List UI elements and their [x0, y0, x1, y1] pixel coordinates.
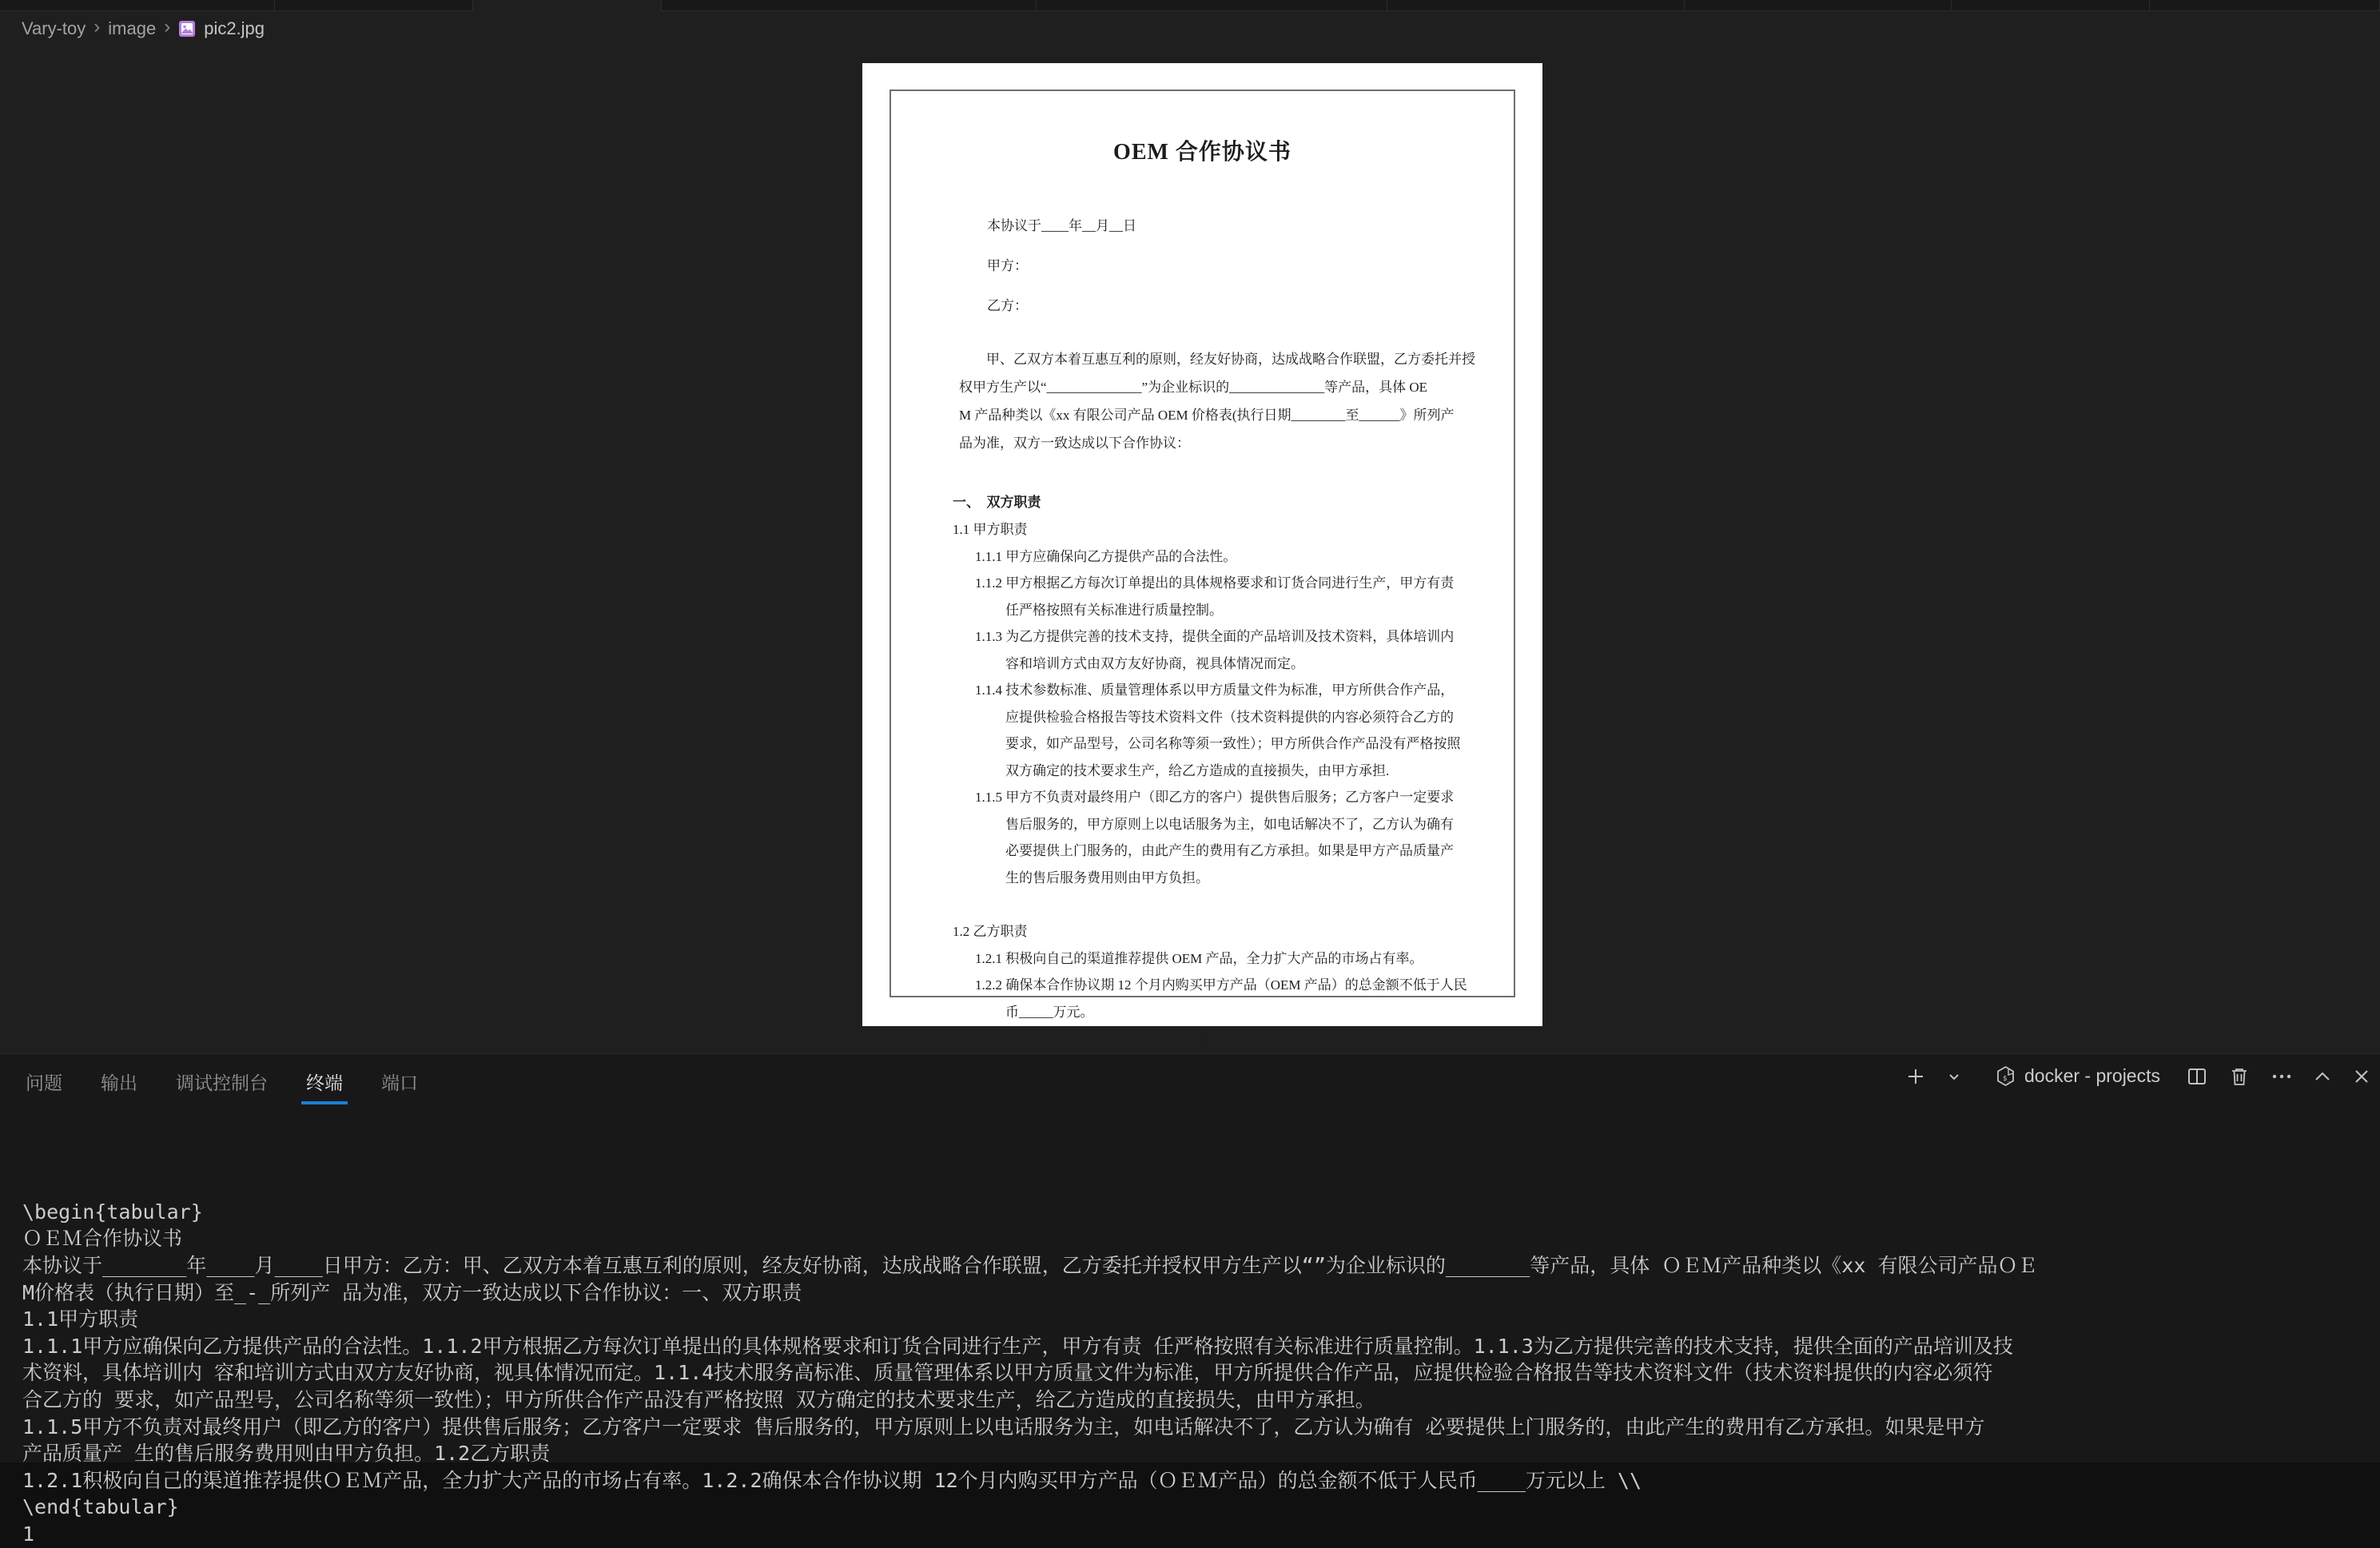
document-line: 容和培训方式由双方友好协商，视具体情况而定。	[1005, 655, 1304, 671]
document-line: 甲方：	[987, 258, 1028, 273]
kill-terminal-icon[interactable]	[2229, 1066, 2250, 1087]
preview-image[interactable]	[862, 63, 1542, 1049]
bottom-panel	[0, 1053, 2380, 1546]
document-line: 1.1.4 技术参数标准、质量管理体系以甲方质量文件为标准，甲方所供合作产品，	[975, 682, 1455, 698]
panel-tab[interactable]: 终端	[304, 1062, 344, 1106]
document-line: 1.2.1 积极向自己的渠道推荐提供 OEM 产品，全力扩大产品的市场占有率。	[975, 950, 1423, 966]
terminal-profile-label: docker - projects	[2024, 1065, 2160, 1086]
document-line: 应提供检验合格报告等技术资料文件（技术资料提供的内容必须符合乙方的	[1005, 709, 1454, 725]
terminal-profile[interactable]	[1995, 1065, 2160, 1087]
editor-tab[interactable]	[0, 0, 275, 11]
document-line: 1.1.3 为乙方提供完善的技术支持，提供全面的产品培训及技术资料，具体培训内	[975, 629, 1455, 644]
document-line: 1.2 乙方职责	[953, 924, 1028, 939]
document-page	[890, 90, 1515, 1049]
breadcrumb-item-file[interactable]: pic2.jpg	[204, 18, 265, 38]
editor-tab[interactable]	[1037, 0, 1387, 11]
terminal-line: 术资料，具体培训内 容和培训方式由双方友好协商，视具体情况而定。1.1.4技术服务高标准、质量管理体系以甲方质量文件为标准，甲方所提供合作产品，应提供检验合格报告等技术资料文件（技术资料提供的内容必须符	[22, 1361, 1993, 1385]
panel-actions	[1905, 1065, 2370, 1087]
document-line: 1.2.2 确保本合作协议期 12 个月内购买甲方产品（OEM 产品）的总金额不低于人民	[975, 977, 1467, 993]
image-preview-editor[interactable]	[0, 46, 2380, 1053]
editor-tab[interactable]	[473, 0, 662, 11]
document-line: 甲、乙双方本着互惠互利的原则，经友好协商，达成战略合作联盟，乙方委托并授	[986, 352, 1475, 367]
editor-tab[interactable]	[2150, 0, 2380, 11]
breadcrumb-item-folder[interactable]: Vary-toy	[22, 18, 86, 38]
document-line: 一、 双方职责	[953, 495, 1041, 510]
document-line: 1.1.5 甲方不负责对最终用户（即乙方的客户）提供售后服务；乙方客户一定要求	[975, 790, 1455, 805]
panel-tab-bar	[24, 1062, 420, 1106]
terminal-line: M价格表（执行日期）至_-_所列产 品为准，双方一致达成以下合作协议：一、双方职责	[22, 1280, 802, 1304]
document-line: 1.1.1 甲方应确保向乙方提供产品的合法性。	[975, 548, 1237, 564]
editor-tab[interactable]	[1952, 0, 2150, 11]
document-line: 生的售后服务费用则由甲方负担。	[1005, 870, 1209, 885]
document-line: 售后服务的，甲方原则上以电话服务为主，如电话解决不了，乙方认为确有	[1005, 816, 1454, 832]
new-terminal-icon[interactable]	[1905, 1066, 1926, 1087]
editor-tab[interactable]	[1387, 0, 1685, 11]
document-line: OEM 合作协议书	[1113, 140, 1291, 165]
editor-tab[interactable]	[1685, 0, 1952, 11]
terminal-line: 合乙方的 要求，如产品型号，公司名称等须一致性）；甲方所供合作产品没有严格按照 双方确定的技术要求生产，给乙方造成的直接损失，由甲方承担。	[22, 1387, 1375, 1411]
terminal-launch-dropdown-icon[interactable]	[1948, 1070, 1960, 1083]
close-panel-icon[interactable]	[2353, 1068, 2370, 1085]
document-line: 双方确定的技术要求生产，给乙方造成的直接损失，由甲方承担.	[1005, 762, 1390, 778]
panel-tab[interactable]: 调试控制台	[176, 1072, 268, 1093]
editor-tab[interactable]	[662, 0, 1037, 11]
terminal-line: 1.1甲方职责	[22, 1307, 139, 1331]
terminal-line: \begin{tabular}	[22, 1200, 203, 1224]
document-line: 品为准，双方一致达成以下合作协议：	[959, 436, 1190, 451]
maximize-panel-icon[interactable]	[2314, 1071, 2331, 1082]
terminal-line: ＯＥＭ合作协议书	[22, 1227, 183, 1251]
terminal-output[interactable]	[22, 1118, 2380, 1546]
document-line: 必要提供上门服务的，由此产生的费用有乙方承担。如果是甲方产品质量产	[1005, 843, 1454, 858]
image-file-icon	[178, 20, 196, 38]
document-line: 1.1.2 甲方根据乙方每次订单提出的具体规格要求和订货合同进行生产，甲方有责	[975, 575, 1455, 591]
document-line: 1	[1199, 1037, 1206, 1049]
editor-tab-strip	[0, 0, 2380, 11]
panel-tab[interactable]: 输出	[101, 1072, 137, 1093]
split-terminal-icon[interactable]	[2187, 1066, 2207, 1087]
panel-tab[interactable]: 端口	[381, 1072, 418, 1093]
document-line: 乙方：	[987, 298, 1028, 313]
chevron-right-icon: ›	[164, 16, 171, 38]
document-line: 1.1 甲方职责	[953, 522, 1028, 537]
panel-tab[interactable]: 问题	[26, 1072, 62, 1093]
editor-tab[interactable]	[275, 0, 473, 11]
terminal-line: 1	[22, 1522, 35, 1546]
document-line: 币_____万元。	[1005, 1004, 1094, 1020]
terminal-line: 产品质量产 生的售后服务费用则由甲方负担。1.2乙方职责	[22, 1442, 551, 1466]
document-line: M 产品种类以《xx 有限公司产品 OEM 价格表(执行日期________至______》所列产	[959, 408, 1455, 423]
terminal-line: 1.1.1甲方应确保向乙方提供产品的合法性。1.1.2甲方根据乙方每次订单提出的具体规格要求和订货合同进行生产，甲方有责 任严格按照有关标准进行质量控制。1.1.3为乙方提供完善的技术支持，提供全面的产品培训及技	[22, 1334, 2013, 1358]
terminal-line: 本协议于_______年____月____日甲方：乙方：甲、乙双方本着互惠互利的原则，经友好协商，达成战略合作联盟，乙方委托并授权甲方生产以“”为企业标识的_______等产品，具体 ＯＥＭ产品种类以《xx 有限公司产品ＯＥ	[22, 1253, 2038, 1277]
terminal-profile-icon	[1995, 1065, 2016, 1087]
terminal-line: 1.2.1积极向自己的渠道推荐提供ＯＥＭ产品，全力扩大产品的市场占有率。1.2.2确保本合作协议期 12个月内购买甲方产品（ＯＥＭ产品）的总金额不低于人民币____万元以上 \\	[22, 1468, 1642, 1492]
document-line: 本协议于____年__月__日	[987, 218, 1136, 233]
document-line: 要求，如产品型号，公司名称等须一致性）；甲方所供合作产品没有严格按照	[1005, 736, 1461, 751]
breadcrumb-item-folder[interactable]: image	[108, 18, 157, 38]
chevron-right-icon: ›	[94, 16, 101, 38]
breadcrumb	[0, 11, 2380, 46]
terminal-line: \end{tabular}	[22, 1495, 179, 1519]
more-actions-icon[interactable]	[2271, 1073, 2292, 1080]
terminal-line: 1.1.5甲方不负责对最终用户（即乙方的客户）提供售后服务；乙方客户一定要求 售后服务的，甲方原则上以电话服务为主，如电话解决不了，乙方认为确有 必要提供上门服务的，由此产生的费用有乙方承担。如果是甲方	[22, 1415, 1985, 1439]
svg-text:$_: $_	[2002, 1075, 2012, 1083]
document-line: 任严格按照有关标准进行质量控制。	[1005, 602, 1223, 618]
document-line: 权甲方生产以“______________”为企业标识的______________等产品，具体 OE	[959, 380, 1428, 395]
